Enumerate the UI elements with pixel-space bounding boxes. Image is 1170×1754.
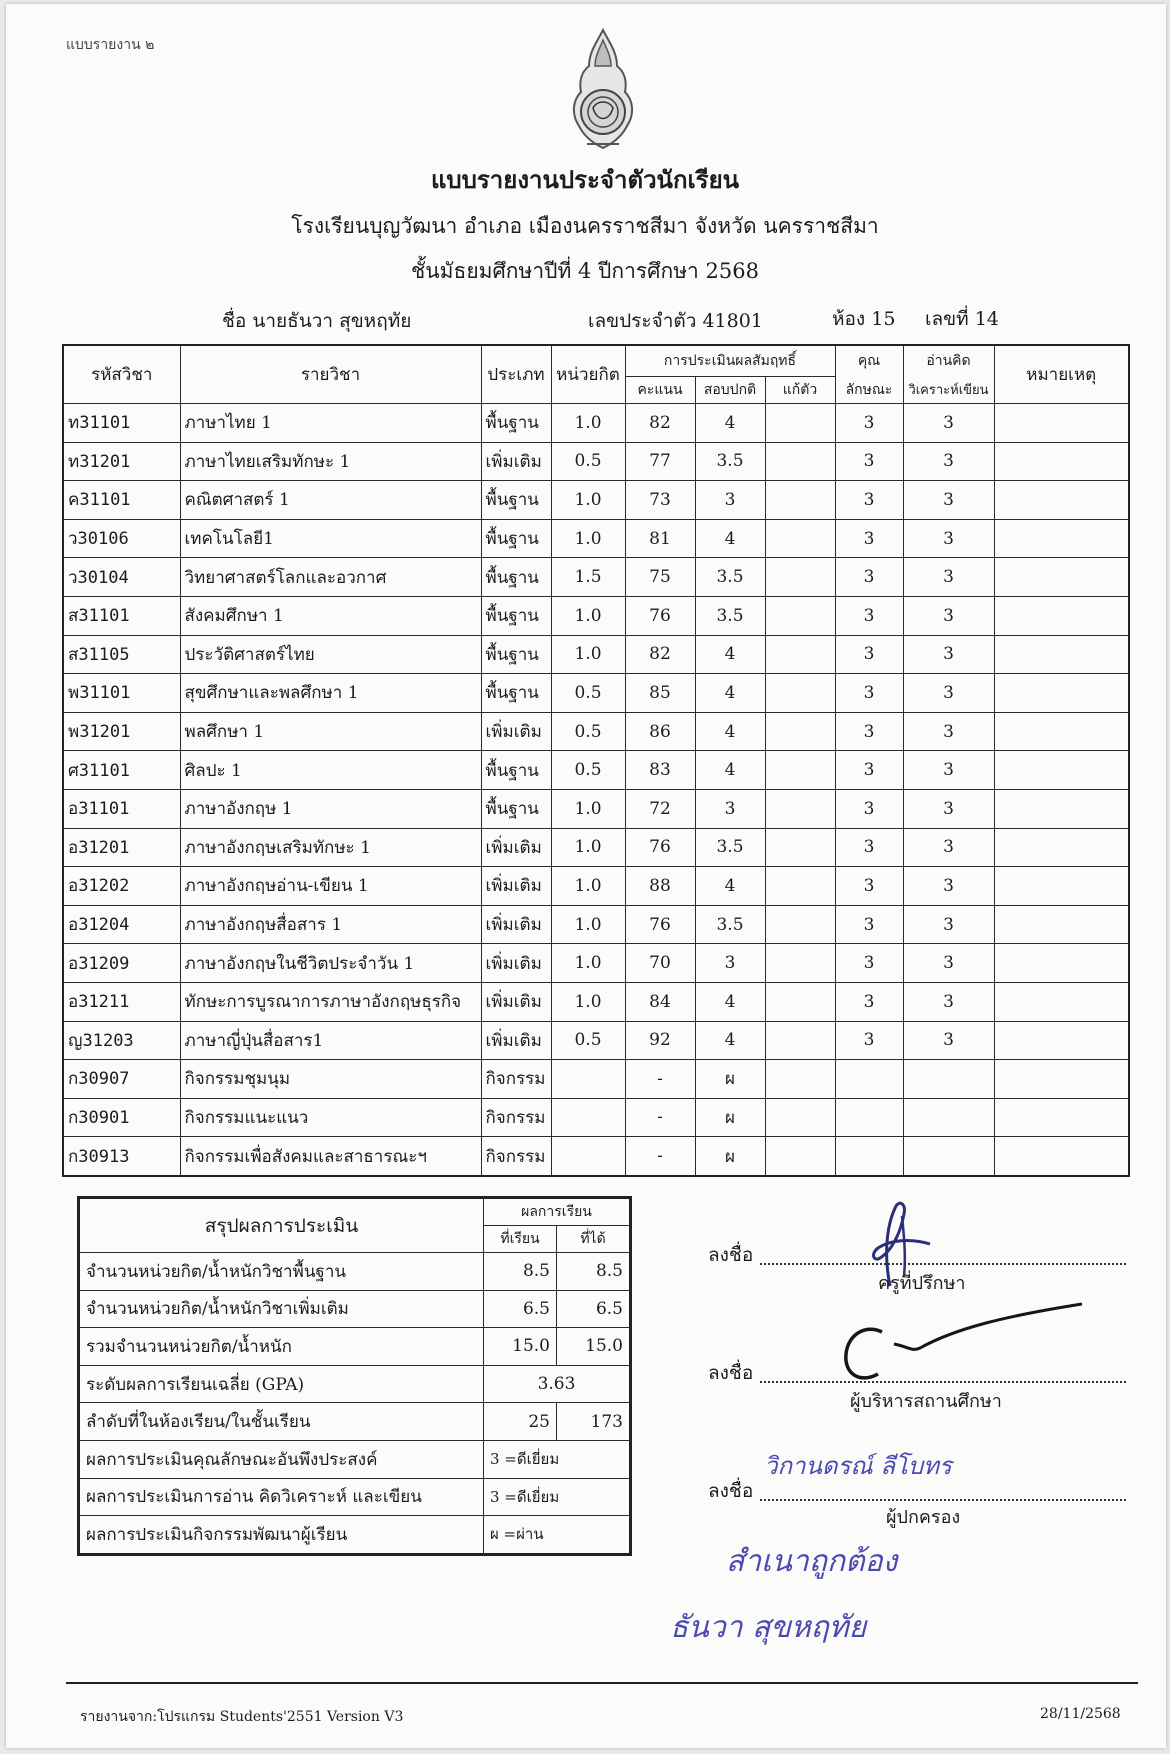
row-character (835, 1060, 903, 1099)
school-line: โรงเรียนบุญวัฒนา อำเภอ เมืองนครราชสีมา จังหวัด นครราชสีมา (291, 214, 879, 238)
table-row (63, 944, 1129, 983)
summary-table (77, 1196, 632, 1556)
row-character: 3 (835, 635, 903, 674)
row-score: 88 (625, 867, 695, 906)
row-reading: 3 (903, 789, 994, 828)
row-character (835, 1137, 903, 1176)
header-reading-1: อ่านคิด (903, 345, 994, 377)
summary-row-earned: 6.5 (557, 1290, 631, 1328)
table-row (63, 404, 1129, 443)
row-type: กิจกรรม (481, 1098, 551, 1137)
table-row (63, 905, 1129, 944)
row-remark (994, 944, 1129, 983)
row-reading: 3 (903, 674, 994, 713)
row-remark (994, 1098, 1129, 1137)
row-type: เพิ่มเติม (481, 867, 551, 906)
row-grade: ผ (695, 1098, 765, 1137)
row-remark (994, 751, 1129, 790)
row-type: กิจกรรม (481, 1137, 551, 1176)
row-score: 85 (625, 674, 695, 713)
row-reading: 3 (903, 867, 994, 906)
row-credits: 1.0 (551, 789, 625, 828)
row-subject: กิจกรรมแนะแนว (180, 1098, 481, 1137)
parent-role: ผู้ปกครอง (886, 1507, 961, 1528)
row-code: ท31101 (63, 404, 180, 443)
summary-row-earned: 8.5 (557, 1253, 631, 1291)
rank-class: 25 (484, 1403, 557, 1441)
row-reading: 3 (903, 944, 994, 983)
row-credits: 1.0 (551, 828, 625, 867)
row-score: 84 (625, 982, 695, 1021)
row-credits: 0.5 (551, 751, 625, 790)
summary-result-header: ผลการเรียน (484, 1198, 631, 1226)
header-type: ประเภท (481, 345, 551, 404)
row-score: 73 (625, 481, 695, 520)
row-reading: 3 (903, 558, 994, 597)
row-code: ว30106 (63, 519, 180, 558)
row-character: 3 (835, 712, 903, 751)
activity-label: ผลการประเมินกิจกรรมพัฒนาผู้เรียน (79, 1516, 484, 1555)
row-remark (994, 674, 1129, 713)
table-row (63, 867, 1129, 906)
row-retake (765, 558, 835, 597)
row-subject: ศิลปะ 1 (180, 751, 481, 790)
row-grade: 4 (695, 519, 765, 558)
school-emblem-icon (567, 26, 639, 158)
row-score: - (625, 1098, 695, 1137)
student-id: เลขประจำตัว 41801 (588, 310, 763, 332)
row-character: 3 (835, 1021, 903, 1060)
row-retake (765, 674, 835, 713)
header-character-1: คุณ (835, 345, 903, 377)
row-subject: วิทยาศาสตร์โลกและอวกาศ (180, 558, 481, 597)
row-retake (765, 1021, 835, 1060)
row-code: ส31105 (63, 635, 180, 674)
row-type: พื้นฐาน (481, 751, 551, 790)
row-type: พื้นฐาน (481, 404, 551, 443)
row-type: เพิ่มเติม (481, 712, 551, 751)
row-type: เพิ่มเติม (481, 905, 551, 944)
row-retake (765, 867, 835, 906)
row-subject: ภาษาอังกฤษในชีวิตประจำวัน 1 (180, 944, 481, 983)
table-row (63, 558, 1129, 597)
row-retake (765, 442, 835, 481)
table-row (63, 1098, 1129, 1137)
row-credits: 1.5 (551, 558, 625, 597)
row-reading: 3 (903, 828, 994, 867)
row-code: ว30104 (63, 558, 180, 597)
row-subject: กิจกรรมเพื่อสังคมและสาธารณะฯ (180, 1137, 481, 1176)
table-row (63, 674, 1129, 713)
header-score: คะแนน (625, 377, 695, 404)
row-retake (765, 519, 835, 558)
row-code: อ31201 (63, 828, 180, 867)
row-retake (765, 1137, 835, 1176)
row-retake (765, 596, 835, 635)
footer-divider (66, 1682, 1138, 1684)
row-subject: ประวัติศาสตร์ไทย (180, 635, 481, 674)
row-type: พื้นฐาน (481, 789, 551, 828)
row-credits: 1.0 (551, 404, 625, 443)
footer-source: รายงานจาก:โปรแกรม Students'2551 Version V3 (80, 1709, 404, 1725)
row-character: 3 (835, 442, 903, 481)
row-retake (765, 789, 835, 828)
table-row (63, 751, 1129, 790)
handwritten-student-name: ธันวา สุขหฤทัย (670, 1610, 867, 1645)
row-score: 82 (625, 635, 695, 674)
parent-sign-label: ลงชื่อ (708, 1480, 754, 1502)
row-remark (994, 789, 1129, 828)
row-subject: ภาษาไทย 1 (180, 404, 481, 443)
row-retake (765, 635, 835, 674)
row-code: ก30901 (63, 1098, 180, 1137)
row-character: 3 (835, 982, 903, 1021)
row-type: เพิ่มเติม (481, 1021, 551, 1060)
row-type: กิจกรรม (481, 1060, 551, 1099)
row-credits: 0.5 (551, 712, 625, 751)
summary-row-label: รวมจำนวนหน่วยกิต/น้ำหนัก (79, 1328, 484, 1366)
table-row (63, 1137, 1129, 1176)
table-row (63, 442, 1129, 481)
row-character: 3 (835, 751, 903, 790)
summary-row-enrolled: 6.5 (484, 1290, 557, 1328)
handwritten-certified-copy: สำเนาถูกต้อง (726, 1544, 898, 1579)
row-score: 72 (625, 789, 695, 828)
row-code: พ31201 (63, 712, 180, 751)
table-row (63, 519, 1129, 558)
row-reading: 3 (903, 481, 994, 520)
row-score: 86 (625, 712, 695, 751)
term-line: ชั้นมัธยมศึกษาปีที่ 4 ปีการศึกษา 2568 (411, 259, 759, 283)
header-subject: รายวิชา (180, 345, 481, 404)
row-remark (994, 558, 1129, 597)
row-grade: ผ (695, 1137, 765, 1176)
header-reading-2: วิเคราะห์เขียน (903, 377, 994, 404)
row-grade: 4 (695, 751, 765, 790)
row-grade: 4 (695, 1021, 765, 1060)
row-reading: 3 (903, 751, 994, 790)
row-subject: สังคมศึกษา 1 (180, 596, 481, 635)
row-grade: 3.5 (695, 596, 765, 635)
row-score: 83 (625, 751, 695, 790)
row-subject: ภาษาอังกฤษเสริมทักษะ 1 (180, 828, 481, 867)
row-remark (994, 905, 1129, 944)
row-subject: พลศึกษา 1 (180, 712, 481, 751)
row-retake (765, 982, 835, 1021)
director-role: ผู้บริหารสถานศึกษา (850, 1391, 1002, 1412)
row-score: 75 (625, 558, 695, 597)
row-code: ญ31203 (63, 1021, 180, 1060)
table-row (63, 789, 1129, 828)
row-credits: 1.0 (551, 867, 625, 906)
row-type: พื้นฐาน (481, 674, 551, 713)
row-score: 70 (625, 944, 695, 983)
row-code: ท31201 (63, 442, 180, 481)
row-grade: 4 (695, 982, 765, 1021)
row-reading: 3 (903, 635, 994, 674)
row-remark (994, 442, 1129, 481)
row-type: พื้นฐาน (481, 596, 551, 635)
table-row (63, 1021, 1129, 1060)
row-credits (551, 1060, 625, 1099)
row-credits: 1.0 (551, 596, 625, 635)
row-remark (994, 712, 1129, 751)
row-subject: ทักษะการบูรณาการภาษาอังกฤษธุรกิจ (180, 982, 481, 1021)
row-type: พื้นฐาน (481, 558, 551, 597)
row-character: 3 (835, 596, 903, 635)
summary-row-label: จำนวนหน่วยกิต/น้ำหนักวิชาเพิ่มเติม (79, 1290, 484, 1328)
row-retake (765, 828, 835, 867)
row-code: พ31101 (63, 674, 180, 713)
advisor-sign-line (760, 1262, 1126, 1265)
character-value: 3 =ดีเยี่ยม (484, 1440, 631, 1478)
row-retake (765, 944, 835, 983)
row-character: 3 (835, 674, 903, 713)
reading-label: ผลการประเมินการอ่าน คิดวิเคราะห์ และเขียน (79, 1478, 484, 1516)
row-type: พื้นฐาน (481, 481, 551, 520)
row-subject: ภาษาอังกฤษ 1 (180, 789, 481, 828)
row-character (835, 1098, 903, 1137)
row-reading: 3 (903, 404, 994, 443)
advisor-sign-label: ลงชื่อ (708, 1244, 754, 1266)
form-code: แบบรายงาน ๒ (66, 37, 155, 53)
row-character: 3 (835, 905, 903, 944)
row-credits: 0.5 (551, 1021, 625, 1060)
row-type: พื้นฐาน (481, 635, 551, 674)
table-row (63, 481, 1129, 520)
header-code: รหัสวิชา (63, 345, 180, 404)
row-reading (903, 1098, 994, 1137)
gpa-label: ระดับผลการเรียนเฉลี่ย (GPA) (79, 1365, 484, 1403)
row-retake (765, 712, 835, 751)
row-subject: ภาษาไทยเสริมทักษะ 1 (180, 442, 481, 481)
row-remark (994, 1060, 1129, 1099)
row-remark (994, 519, 1129, 558)
summary-row-enrolled: 8.5 (484, 1253, 557, 1291)
row-character: 3 (835, 828, 903, 867)
row-code: อ31101 (63, 789, 180, 828)
row-retake (765, 905, 835, 944)
row-credits: 0.5 (551, 442, 625, 481)
row-reading: 3 (903, 982, 994, 1021)
row-grade: 3.5 (695, 558, 765, 597)
row-subject: ภาษาอังกฤษอ่าน-เขียน 1 (180, 867, 481, 906)
row-grade: 4 (695, 712, 765, 751)
row-remark (994, 481, 1129, 520)
header-character-2: ลักษณะ (835, 377, 903, 404)
row-retake (765, 1060, 835, 1099)
row-reading: 3 (903, 596, 994, 635)
row-type: เพิ่มเติม (481, 442, 551, 481)
summary-row-label: จำนวนหน่วยกิต/น้ำหนักวิชาพื้นฐาน (79, 1253, 484, 1291)
row-code: ค31101 (63, 481, 180, 520)
row-code: อ31211 (63, 982, 180, 1021)
row-grade: 3 (695, 481, 765, 520)
parent-sign-line (760, 1498, 1126, 1501)
row-grade: 4 (695, 674, 765, 713)
row-reading: 3 (903, 1021, 994, 1060)
table-row (63, 596, 1129, 635)
header-credits: หน่วยกิต (551, 345, 625, 404)
student-room: ห้อง 15 (832, 308, 896, 330)
row-code: ส31101 (63, 596, 180, 635)
row-score: 76 (625, 905, 695, 944)
summary-row-enrolled: 15.0 (484, 1328, 557, 1366)
row-credits (551, 1098, 625, 1137)
row-subject: ภาษาญี่ปุ่นสื่อสาร1 (180, 1021, 481, 1060)
row-score: 92 (625, 1021, 695, 1060)
student-number: เลขที่ 14 (925, 308, 999, 330)
table-row (63, 828, 1129, 867)
row-grade: 3.5 (695, 442, 765, 481)
row-credits: 1.0 (551, 905, 625, 944)
row-score: 82 (625, 404, 695, 443)
activity-value: ผ =ผ่าน (484, 1516, 631, 1555)
reading-value: 3 =ดีเยี่ยม (484, 1478, 631, 1516)
row-grade: 4 (695, 635, 765, 674)
row-subject: ภาษาอังกฤษสื่อสาร 1 (180, 905, 481, 944)
row-reading: 3 (903, 519, 994, 558)
row-credits: 0.5 (551, 674, 625, 713)
row-grade: 3 (695, 944, 765, 983)
row-reading: 3 (903, 905, 994, 944)
row-reading: 3 (903, 442, 994, 481)
row-type: เพิ่มเติม (481, 828, 551, 867)
header-remark: หมายเหตุ (994, 345, 1129, 404)
row-code: ศ31101 (63, 751, 180, 790)
student-name: ชื่อ นายธันวา สุขหฤทัย (222, 310, 412, 332)
row-retake (765, 751, 835, 790)
row-reading: 3 (903, 712, 994, 751)
row-credits: 1.0 (551, 481, 625, 520)
row-credits: 1.0 (551, 944, 625, 983)
row-type: เพิ่มเติม (481, 944, 551, 983)
director-signature-icon (836, 1294, 1086, 1390)
row-character: 3 (835, 481, 903, 520)
row-grade: 3.5 (695, 828, 765, 867)
row-grade: 3 (695, 789, 765, 828)
row-retake (765, 1098, 835, 1137)
row-reading (903, 1137, 994, 1176)
row-remark (994, 982, 1129, 1021)
row-code: อ31209 (63, 944, 180, 983)
row-subject: สุขศึกษาและพลศึกษา 1 (180, 674, 481, 713)
row-score: 76 (625, 828, 695, 867)
row-score: - (625, 1137, 695, 1176)
row-character: 3 (835, 944, 903, 983)
row-code: อ31202 (63, 867, 180, 906)
row-remark (994, 1021, 1129, 1060)
row-grade: 4 (695, 404, 765, 443)
director-sign-label: ลงชื่อ (708, 1362, 754, 1384)
summary-enrolled-header: ที่เรียน (484, 1226, 557, 1253)
header-retake: แก้ตัว (765, 377, 835, 404)
row-retake (765, 481, 835, 520)
table-row (63, 1060, 1129, 1099)
character-label: ผลการประเมินคุณลักษณะอันพึงประสงค์ (79, 1440, 484, 1478)
row-character: 3 (835, 404, 903, 443)
row-remark (994, 596, 1129, 635)
summary-header: สรุปผลการประเมิน (79, 1198, 484, 1253)
header-assessment: การประเมินผลสัมฤทธิ์ (625, 345, 835, 377)
row-grade: ผ (695, 1060, 765, 1099)
row-credits: 1.0 (551, 982, 625, 1021)
row-retake (765, 404, 835, 443)
header-regular: สอบปกติ (695, 377, 765, 404)
row-remark (994, 1137, 1129, 1176)
grades-table (62, 344, 1130, 1177)
row-subject: คณิตศาสตร์ 1 (180, 481, 481, 520)
table-row (63, 982, 1129, 1021)
row-score: - (625, 1060, 695, 1099)
rank-grade: 173 (557, 1403, 631, 1441)
table-row (63, 635, 1129, 674)
row-reading (903, 1060, 994, 1099)
row-character: 3 (835, 558, 903, 597)
row-grade: 3.5 (695, 905, 765, 944)
row-code: ก30913 (63, 1137, 180, 1176)
row-character: 3 (835, 867, 903, 906)
footer-date: 28/11/2568 (1040, 1706, 1121, 1722)
row-code: ก30907 (63, 1060, 180, 1099)
summary-earned-header: ที่ได้ (557, 1226, 631, 1253)
rank-label: ลำดับที่ในห้องเรียน/ในชั้นเรียน (79, 1403, 484, 1441)
gpa-value: 3.63 (484, 1365, 631, 1403)
advisor-role: ครูที่ปรึกษา (878, 1273, 966, 1294)
row-score: 77 (625, 442, 695, 481)
row-subject: กิจกรรมชุมนุม (180, 1060, 481, 1099)
summary-row-earned: 15.0 (557, 1328, 631, 1366)
row-character: 3 (835, 519, 903, 558)
row-remark (994, 635, 1129, 674)
parent-signature: วิกานดรณ์ ลีโบทร (764, 1452, 952, 1480)
row-remark (994, 867, 1129, 906)
row-character: 3 (835, 789, 903, 828)
row-remark (994, 404, 1129, 443)
row-type: พื้นฐาน (481, 519, 551, 558)
row-score: 76 (625, 596, 695, 635)
table-row (63, 712, 1129, 751)
row-remark (994, 828, 1129, 867)
row-code: อ31204 (63, 905, 180, 944)
row-grade: 4 (695, 867, 765, 906)
row-credits: 1.0 (551, 635, 625, 674)
row-credits: 1.0 (551, 519, 625, 558)
report-title: แบบรายงานประจำตัวนักเรียน (430, 165, 740, 194)
row-type: เพิ่มเติม (481, 982, 551, 1021)
row-credits (551, 1137, 625, 1176)
row-score: 81 (625, 519, 695, 558)
row-subject: เทคโนโลยี1 (180, 519, 481, 558)
